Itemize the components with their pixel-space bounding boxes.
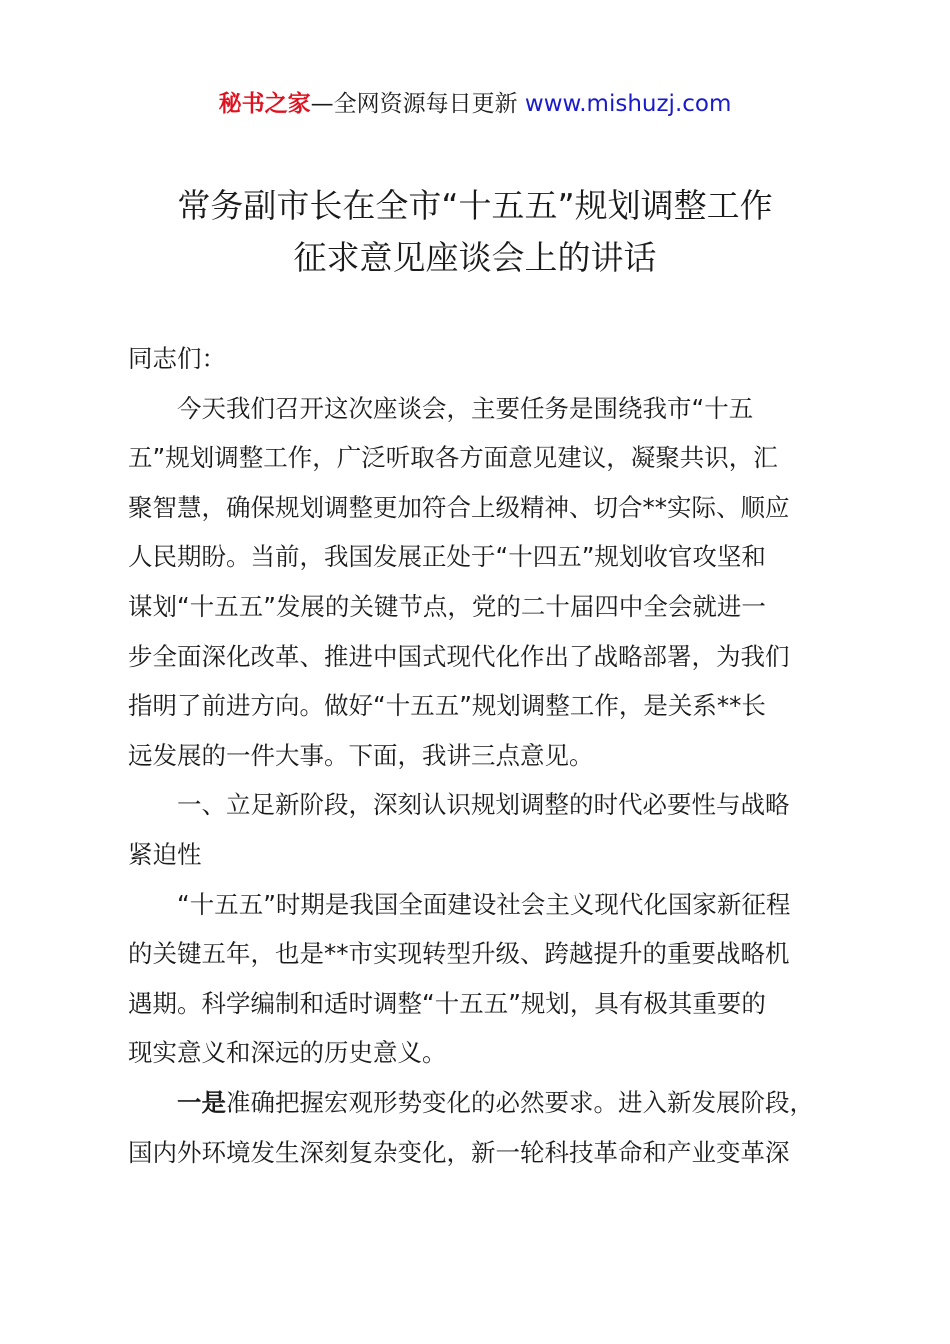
section-heading-line: 一、立足新阶段，深刻认识规划调整的时代必要性与战略	[177, 790, 790, 820]
site-brand: 秘书之家	[218, 91, 311, 117]
paragraph-line: 国内外环境发生深刻复杂变化，新一轮科技革命和产业变革深	[128, 1137, 790, 1167]
paragraph-line: 的关键五年，也是**市实现转型升级、跨越提升的重要战略机	[128, 939, 790, 969]
paragraph-line: 人民期盼。当前，我国发展正处于“十四五”规划收官攻坚和	[128, 542, 766, 572]
site-url-link[interactable]: www.mishuzj.com	[524, 91, 732, 117]
point-text: 准确把握宏观形势变化的必然要求。进入新发展阶段，	[226, 1087, 814, 1117]
point-line	[128, 1078, 838, 1128]
section-heading-line: 紧迫性	[128, 839, 202, 869]
paragraph-line: 遇期。科学编制和适时调整“十五五”规划，具有极其重要的	[128, 988, 766, 1018]
paragraph-line: 现实意义和深远的历史意义。	[128, 1038, 447, 1068]
document-body	[128, 334, 838, 1177]
paragraph-line: 五”规划调整工作，广泛听取各方面意见建议，凝聚共识，汇	[128, 443, 778, 473]
point-lead: 一是	[177, 1087, 226, 1117]
paragraph-line: “十五五”时期是我国全面建设社会主义现代化国家新征程	[177, 889, 791, 919]
paragraph-line: 指明了前进方向。做好“十五五”规划调整工作，是关系**长	[128, 691, 766, 721]
site-header	[0, 88, 950, 120]
document-title	[0, 180, 950, 284]
title-line: 征求意见座谈会上的讲话	[293, 238, 657, 277]
paragraph-line: 聚智慧，确保规划调整更加符合上级精神、切合**实际、顺应	[128, 492, 790, 522]
salutation: 同志们：	[128, 344, 226, 373]
site-tagline: —全网资源每日更新	[310, 91, 525, 117]
paragraph-line: 远发展的一件大事。下面，我讲三点意见。	[128, 740, 594, 770]
paragraph-line: 今天我们召开这次座谈会，主要任务是围绕我市“十五	[177, 393, 754, 423]
title-line: 常务副市长在全市“十五五”规划调整工作	[177, 186, 773, 225]
paragraph-line: 步全面深化改革、推进中国式现代化作出了战略部署，为我们	[128, 641, 790, 671]
paragraph-line: 谋划“十五五”发展的关键节点，党的二十届四中全会就进一	[128, 591, 766, 621]
